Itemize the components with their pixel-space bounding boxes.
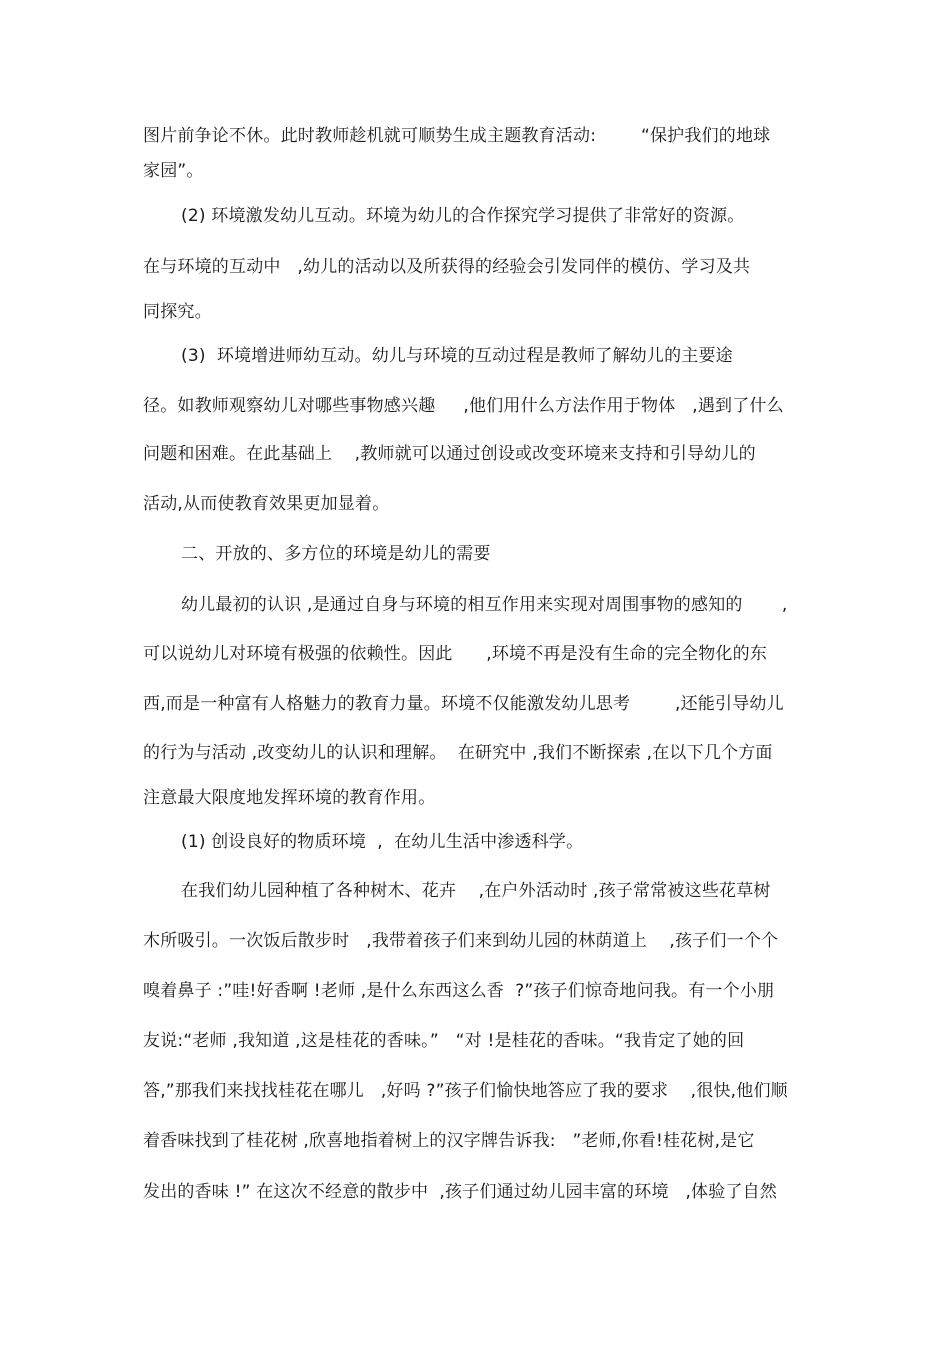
text-line: 着香味找到了桂花树 ,欣喜地指着树上的汉字牌告诉我: ”老师,你看!桂花树,是它 <box>143 1131 755 1151</box>
text-line: 发出的香味 !” 在这次不经意的散步中 ,孩子们通过幼儿园丰富的环境 ,体验了自然 <box>143 1182 778 1202</box>
text-line: 嗅着鼻子 :”哇!好香啊 !老师 ,是什么东西这么香 ?”孩子们惊奇地问我。有一个小朋 <box>143 981 775 1001</box>
text-line: 径。如教师观察幼儿对哪些事物感兴趣 ,他们用什么方法作用于物体 ,遇到了什么 <box>143 396 784 416</box>
text-line: 答,”那我们来找找桂花在哪儿 ,好吗 ?”孩子们愉快地答应了我的要求 ,很快,他们顺 <box>143 1081 788 1101</box>
text-line: 同探究。 <box>143 302 212 322</box>
text-line: 在与环境的互动中 ,幼儿的活动以及所获得的经验会引发同伴的模仿、学习及共 <box>143 257 751 277</box>
text-line: (2) 环境激发幼儿互动。环境为幼儿的合作探究学习提供了非常好的资源。 <box>181 206 745 226</box>
text-line: 可以说幼儿对环境有极强的依赖性。因此 ,环境不再是没有生命的完全物化的东 <box>143 644 768 664</box>
text-line: 在我们幼儿园种植了各种树木、花卉 ,在户外活动时 ,孩子常常被这些花草树 <box>181 881 771 901</box>
text-line: 图片前争论不休。此时教师趁机就可顺势生成主题教育活动: “保护我们的地球 <box>143 126 771 146</box>
text-line: 问题和困难。在此基础上 ,教师就可以通过创设或改变环境来支持和引导幼儿的 <box>143 444 756 464</box>
text-line: 注意最大限度地发挥环境的教育作用。 <box>143 788 436 808</box>
text-line: 活动,从而使教育效果更加显着。 <box>143 494 390 514</box>
text-line: 友说:“老师 ,我知道 ,这是桂花的香味。” “对 !是桂花的香味。“我肯定了她的回 <box>143 1031 745 1051</box>
text-line: 木所吸引。一次饭后散步时 ,我带着孩子们来到幼儿园的林荫道上 ,孩子们一个个 <box>143 931 779 951</box>
text-line: 西,而是一种富有人格魅力的教育力量。环境不仅能激发幼儿思考 ,还能引导幼儿 <box>143 694 784 714</box>
section-heading: 二、开放的、多方位的环境是幼儿的需要 <box>181 544 491 564</box>
text-line: 的行为与活动 ,改变幼儿的认识和理解。 在研究中 ,我们不断探索 ,在以下几个方面 <box>143 743 773 763</box>
text-line: 家园”。 <box>143 161 204 181</box>
text-line: 幼儿最初的认识 ,是通过自身与环境的相互作用来实现对周围事物的感知的 , <box>181 595 788 615</box>
text-line: (3) 环境增进师幼互动。幼儿与环境的互动过程是教师了解幼儿的主要途 <box>181 346 733 366</box>
text-line: (1) 创设良好的物质环境 , 在幼儿生活中渗透科学。 <box>181 832 584 852</box>
